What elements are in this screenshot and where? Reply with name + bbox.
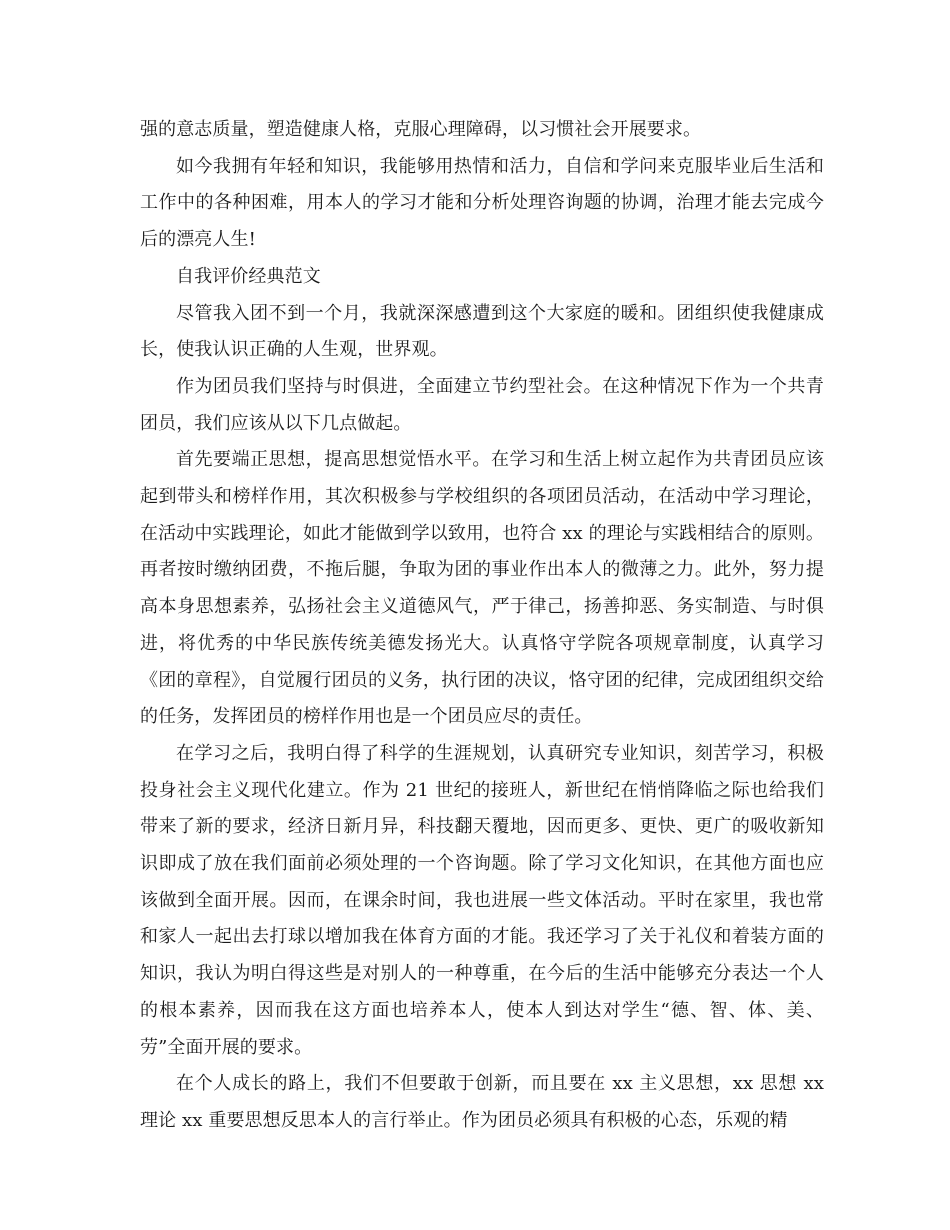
paragraph-continuation: 强的意志质量，塑造健康人格，克服心理障碍，以习惯社会开展要求。 (140, 119, 702, 140)
paragraph: 尽管我入团不到一个月，我就深深感遭到这个大家庭的暖和。团组织使我健康成长，使我认识正确的人生观，世界观。 (140, 302, 824, 361)
paragraph: 首先要端正思想，提高思想觉悟水平。在学习和生活上树立起作为共青团员应该起到带头和榜样作用，其次积极参与学校组织的各项团员活动，在活动中学习理论，在活动中实践理论，如此才能做到学以致用，也符合 xx 的理论与实践相结合的原则。再者按时缴纳团费，不拖后腿，争取为团的事业作出本人的微薄之力。此外，努力提高本身思想素养，弘扬社会主义道德风气，严于律己，扬善抑恶、务实制造、与时俱进，将优秀的中华民族传统美德发扬光大。认真恪守学院各项规章制度，认真学习《团的章程》，自觉履行团员的义务，执行团的决议，恪守团的纪律，完成团组织交给的任务，发挥团员的榜样作用也是一个团员应尽的责任。 (140, 449, 824, 728)
paragraph: 如今我拥有年轻和知识，我能够用热情和活力，自信和学问来克服毕业后生活和工作中的各种困难，用本人的学习才能和分析处理咨询题的协调，治理才能去完成今后的漂亮人生! (140, 155, 824, 251)
paragraph: 在学习之后，我明白得了科学的生涯规划，认真研究专业知识，刻苦学习，积极投身社会主义现代化建立。作为 21 世纪的接班人，新世纪在悄悄降临之际也给我们带来了新的要求，经济日新月异，科技翻天覆地，因而更多、更快、更广的吸收新知识即成了放在我们面前必须处理的一个咨询题。除了学习文化知识，在其他方面也应该做到全面开展。因而，在课余时间，我也进展一些文体活动。平时在家里，我也常和家人一起出去打球以增加我在体育方面的才能。我还学习了关于礼仪和着装方面的知识，我认为明白得这些是对别人的一种尊重，在今后的生活中能够充分表达一个人的根本素养，因而我在这方面也培养本人，使本人到达对学生“德、智、体、美、劳”全面开展的要求。 (140, 742, 824, 1058)
document-body (140, 112, 824, 1140)
section-heading: 自我评价经典范文 (176, 265, 321, 287)
paragraph: 在个人成长的路上，我们不但要敢于创新，而且要在 xx 主义思想，xx 思想 xx 理论 xx 重要思想反思本人的言行举止。作为团员必须具有积极的心态，乐观的精 (140, 1073, 824, 1131)
paragraph: 作为团员我们坚持与时俱进，全面建立节约型社会。在这种情况下作为一个共青团员，我们应该从以下几点做起。 (140, 375, 824, 434)
